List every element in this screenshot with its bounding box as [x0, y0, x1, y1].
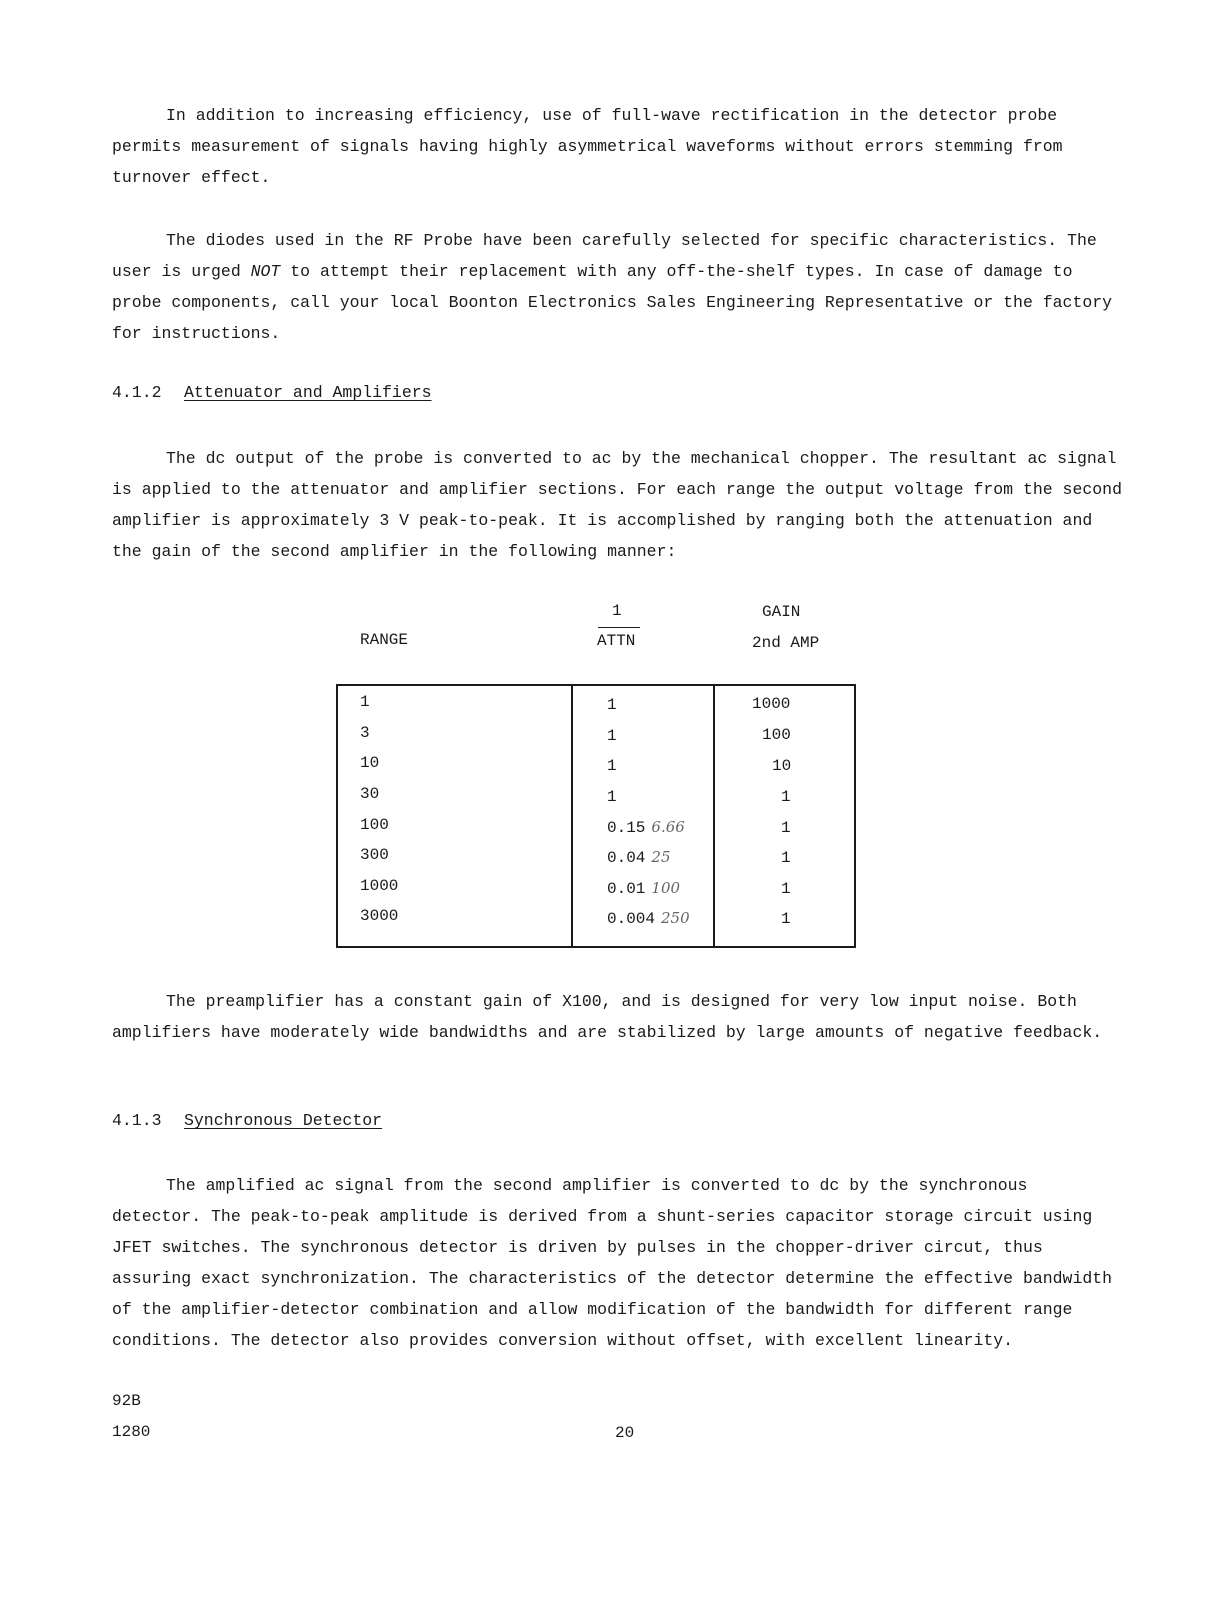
range-table	[336, 684, 856, 948]
paragraph-attenuator	[112, 443, 1122, 567]
table-cell-attn: 0.01 100	[607, 879, 681, 898]
table-cell-range: 1	[360, 693, 370, 711]
paragraph-text: to attempt their replacement with any off-the-shelf types. In case of damage to probe components, call your local Boonton Electronics Sales Engineering Representative or the factory for instructions.	[112, 262, 1113, 343]
table-cell-attn: 1	[607, 788, 617, 806]
table-cell-gain: 1	[781, 880, 791, 898]
table-cell-gain: 1	[781, 819, 791, 837]
handwritten-note: 250	[661, 909, 690, 927]
table-cell-gain: 1000	[752, 695, 791, 713]
table-divider	[571, 684, 573, 948]
paragraph-probe-rectification	[112, 100, 1122, 193]
section-heading-4-1-3	[112, 1111, 382, 1130]
fraction-bar	[598, 627, 640, 628]
table-cell-range: 3	[360, 724, 370, 742]
table-cell-gain: 1	[781, 788, 791, 806]
paragraph-diodes	[112, 225, 1122, 349]
paragraph-synchronous-detector	[112, 1170, 1122, 1356]
column-header-attn: ATTN	[597, 632, 636, 650]
handwritten-note: 25	[651, 848, 671, 866]
paragraph-text: The preamplifier has a constant gain of X100, and is designed for very low input noise. Both amplifiers have moderately wide bandwidths and are stabilized by large amounts of negative feedback.	[112, 992, 1103, 1042]
handwritten-note: 6.66	[651, 818, 685, 836]
section-number: 4.1.2	[112, 383, 162, 402]
emphasis-not: NOT	[250, 262, 281, 281]
table-cell-attn: 1	[607, 727, 617, 745]
paragraph-text: The dc output of the probe is converted to ac by the mechanical chopper. The resultant ac signal is applied to the attenuator and amplifier sections. For each range the output voltage from the second amplifier is approximately 3 V peak-to-peak. It is accomplished by ranging both the attenuation and the gain of the second amplifier in the following manner:	[112, 449, 1122, 561]
table-cell-range: 10	[360, 754, 380, 772]
table-cell-attn: 0.15 6.66	[607, 818, 685, 837]
table-cell-range: 100	[360, 816, 389, 834]
section-title: Synchronous Detector	[184, 1111, 383, 1130]
table-cell-range: 3000	[360, 907, 399, 925]
column-header-range: RANGE	[360, 631, 409, 649]
section-heading-4-1-2	[112, 383, 432, 402]
footer-model: 92B	[112, 1392, 141, 1410]
paragraph-preamplifier	[112, 986, 1122, 1048]
table-cell-gain: 1	[781, 849, 791, 867]
handwritten-note: 100	[651, 879, 681, 897]
page-number: 20	[615, 1424, 635, 1442]
section-number: 4.1.3	[112, 1111, 162, 1130]
paragraph-text: In addition to increasing efficiency, use of full-wave rectification in the detector probe permits measurement of signals having highly asymmetrical waveforms without errors stemming from turnover effect.	[112, 106, 1063, 187]
table-cell-attn: 0.04 25	[607, 848, 671, 867]
column-header-2nd-amp: 2nd AMP	[752, 634, 820, 652]
section-title: Attenuator and Amplifiers	[184, 383, 432, 402]
column-header-gain: GAIN	[762, 603, 801, 621]
table-cell-range: 300	[360, 846, 389, 864]
table-divider	[713, 684, 715, 948]
footer-code: 1280	[112, 1423, 151, 1441]
table-cell-attn: 1	[607, 696, 617, 714]
paragraph-text: The amplified ac signal from the second amplifier is converted to dc by the synchronous detector. The peak-to-peak amplitude is derived from a shunt-series capacitor storage circuit using JFET switches. The synchronous detector is driven by pulses in the chopper-driver circut, thus assuring exact synchronization. The characteristics of the detector determine the effective bandwidth of the amplifier-detector combination and allow modification of the bandwidth for different range conditions. The detector also provides conversion without offset, with excellent linearity.	[112, 1176, 1113, 1350]
table-cell-attn: 0.004 250	[607, 909, 690, 928]
paragraph-text: The diodes used in the RF Probe have been carefully selected for specific characteristics. The user is urged	[112, 231, 1097, 281]
table-cell-gain: 100	[762, 726, 791, 744]
table-cell-range: 30	[360, 785, 380, 803]
table-cell-range: 1000	[360, 877, 399, 895]
table-cell-attn: 1	[607, 757, 617, 775]
column-header-attn-numerator: 1	[612, 602, 622, 620]
table-cell-gain: 1	[781, 910, 791, 928]
table-cell-gain: 10	[772, 757, 792, 775]
